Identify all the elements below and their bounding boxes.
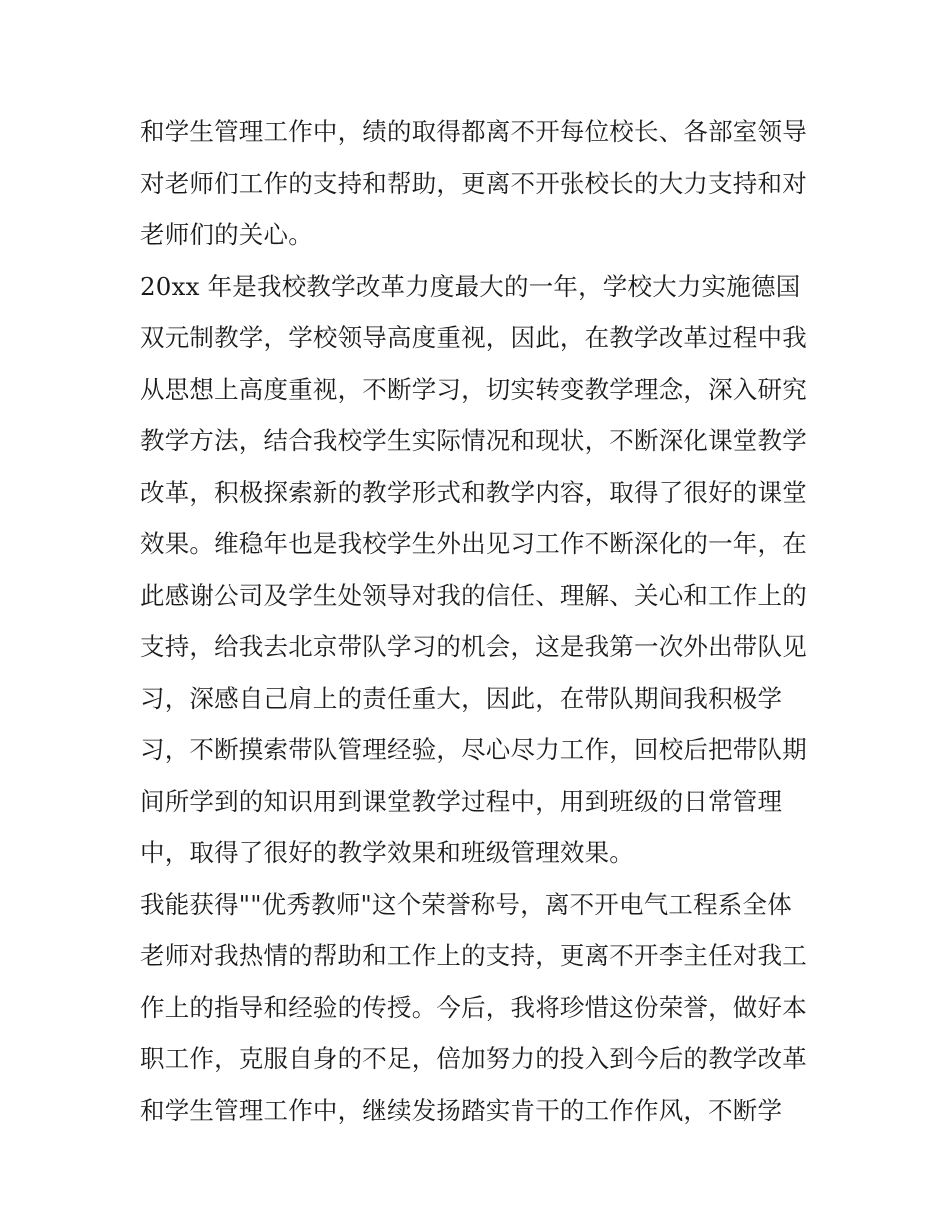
text-line: 和学生管理工作中，继续发扬踏实肯干的工作作风，不断学 — [140, 1095, 783, 1125]
text-line: 和学生管理工作中，绩的取得都离不开每位校长、各部室领导 — [140, 117, 807, 146]
text-line: 老师们的关心。 — [140, 220, 313, 249]
text-line: 教学方法，结合我校学生实际情况和现状，不断深化课堂教学 — [140, 426, 807, 455]
text-line: 作上的指导和经验的传授。今后，我将珍惜这份荣誉，做好本 — [140, 992, 807, 1022]
text-line: 双元制教学，学校领导高度重视，因此，在教学改革过程中我 — [140, 323, 807, 352]
text-line: 老师对我热情的帮助和工作上的支持，更离不开李主任对我工 — [140, 941, 807, 970]
text-line: 习，不断摸索带队管理经验，尽心尽力工作，回校后把带队期 — [140, 735, 807, 764]
text-line: 中，取得了很好的教学效果和班级管理效果。 — [140, 838, 634, 867]
document-body — [140, 106, 820, 1136]
text-line: 改革，积极探索新的教学形式和教学内容，取得了很好的课堂 — [140, 477, 807, 507]
text-line: 从思想上高度重视，不断学习，切实转变教学理念，深入研究 — [140, 374, 807, 404]
text-line: 此感谢公司及学生处领导对我的信任、理解、关心和工作上的 — [140, 580, 807, 610]
text-line: 习，深感自己肩上的责任重大，因此，在带队期间我积极学 — [140, 683, 783, 713]
text-line: 我能获得""优秀教师"这个荣誉称号，离不开电气工程系全体 — [140, 889, 792, 919]
text-line: 间所学到的知识用到课堂教学过程中，用到班级的日常管理 — [140, 786, 783, 816]
text-line: 20xx 年是我校教学改革力度最大的一年，学校大力实施德国 — [140, 271, 801, 301]
text-line: 支持，给我去北京带队学习的机会，这是我第一次外出带队见 — [140, 632, 807, 661]
text-line: 职工作，克服自身的不足，倍加努力的投入到今后的教学改革 — [140, 1044, 807, 1073]
text-line: 效果。维稳年也是我校学生外出见习工作不断深化的一年，在 — [140, 529, 807, 558]
text-line: 对老师们工作的支持和帮助，更离不开张校长的大力支持和对 — [140, 168, 807, 198]
